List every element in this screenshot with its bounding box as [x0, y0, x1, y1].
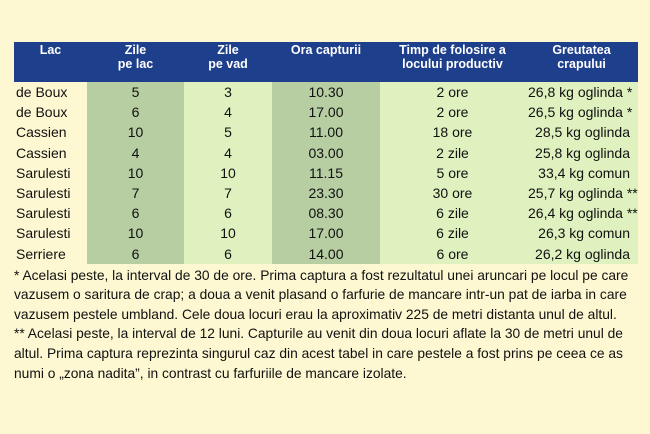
cell-greutate: 26,2 kg oglinda [525, 244, 638, 264]
cell-timp-folosire: 2 ore [380, 82, 525, 102]
cell-zile-pe-vad: 6 [184, 244, 272, 264]
cell-ora-capturii: 17.00 [272, 102, 380, 122]
cell-zile-pe-lac: 7 [87, 183, 184, 203]
cell-lac: de Boux [14, 102, 87, 122]
table-row [14, 102, 638, 122]
cell-ora-capturii: 11.00 [272, 122, 380, 142]
cell-greutate: 26,8 kg oglinda * [525, 82, 638, 102]
table-row [14, 122, 638, 142]
cell-timp-folosire: 6 zile [380, 203, 525, 223]
cell-ora-capturii: 14.00 [272, 244, 380, 264]
cell-timp-folosire: 18 ore [380, 122, 525, 142]
table-header-row [14, 42, 638, 82]
cell-zile-pe-vad: 4 [184, 143, 272, 163]
cell-zile-pe-lac: 6 [87, 102, 184, 122]
cell-ora-capturii: 03.00 [272, 143, 380, 163]
cell-lac: Serriere [14, 244, 87, 264]
cell-zile-pe-lac: 6 [87, 203, 184, 223]
cell-timp-folosire: 2 ore [380, 102, 525, 122]
header-lac: Lac [14, 42, 87, 82]
cell-zile-pe-vad: 4 [184, 102, 272, 122]
cell-timp-folosire: 30 ore [380, 183, 525, 203]
cell-lac: Sarulesti [14, 223, 87, 243]
cell-ora-capturii: 10.30 [272, 82, 380, 102]
cell-zile-pe-lac: 10 [87, 122, 184, 142]
cell-zile-pe-vad: 10 [184, 223, 272, 243]
header-greutatea-crapului: Greutatea crapului [525, 42, 638, 82]
table-row [14, 143, 638, 163]
cell-lac: Sarulesti [14, 183, 87, 203]
cell-timp-folosire: 6 ore [380, 244, 525, 264]
table-row [14, 183, 638, 203]
cell-zile-pe-vad: 5 [184, 122, 272, 142]
cell-lac: Sarulesti [14, 203, 87, 223]
cell-greutate: 33,4 kg comun [525, 163, 638, 183]
cell-zile-pe-vad: 7 [184, 183, 272, 203]
cell-zile-pe-lac: 10 [87, 163, 184, 183]
header-zile-pe-vad: Zile pe vad [184, 42, 272, 82]
cell-lac: Cassien [14, 143, 87, 163]
cell-timp-folosire: 5 ore [380, 163, 525, 183]
cell-ora-capturii: 17.00 [272, 223, 380, 243]
header-zile-pe-lac: Zile pe lac [87, 42, 184, 82]
footnote-double-asterisk: ** Acelasi peste, la interval de 12 luni. Capturile au venit din doua locuri aflate la 30 de metri unul de altul. Prima captura reprezinta singurul caz din acest tabel in care pestele a fost prins pe ceea ce as numi o „zona nadita”, in contrast cu farfuriile de mancare izolate. [14, 326, 623, 381]
header-ora-capturii: Ora capturii [272, 42, 380, 82]
carp-catch-table [14, 42, 638, 264]
cell-greutate: 28,5 kg oglinda [525, 122, 638, 142]
cell-zile-pe-lac: 5 [87, 82, 184, 102]
cell-greutate: 26,4 kg oglinda ** [525, 203, 638, 223]
cell-timp-folosire: 2 zile [380, 143, 525, 163]
footnote-single-asterisk: * Acelasi peste, la interval de 30 de ore. Prima captura a fost rezultatul unei aruncari pe locul pe care vazusem o saritura de crap; a doua a venit plasand o farfurie de mancare intr-un pat de iarba in care vazusem pestele umbland. Cele doua locuri erau la aproximativ 225 de metri distanta unul de altul. [14, 267, 629, 322]
cell-zile-pe-lac: 10 [87, 223, 184, 243]
cell-zile-pe-vad: 6 [184, 203, 272, 223]
document-sheet [14, 42, 638, 383]
table-row [14, 203, 638, 223]
cell-lac: de Boux [14, 82, 87, 102]
table-row [14, 223, 638, 243]
header-timp-de-folosire: Timp de folosire a locului productiv [380, 42, 525, 82]
cell-ora-capturii: 08.30 [272, 203, 380, 223]
footnotes [14, 266, 644, 384]
cell-greutate: 25,8 kg oglinda [525, 143, 638, 163]
cell-zile-pe-vad: 3 [184, 82, 272, 102]
cell-greutate: 26,3 kg comun [525, 223, 638, 243]
table-row [14, 163, 638, 183]
table-row [14, 82, 638, 102]
cell-zile-pe-lac: 4 [87, 143, 184, 163]
cell-ora-capturii: 11.15 [272, 163, 380, 183]
cell-lac: Cassien [14, 122, 87, 142]
cell-greutate: 26,5 kg oglinda * [525, 102, 638, 122]
cell-zile-pe-vad: 10 [184, 163, 272, 183]
cell-greutate: 25,7 kg oglinda ** [525, 183, 638, 203]
cell-lac: Sarulesti [14, 163, 87, 183]
table-row [14, 244, 638, 264]
cell-ora-capturii: 23.30 [272, 183, 380, 203]
cell-zile-pe-lac: 6 [87, 244, 184, 264]
cell-timp-folosire: 6 zile [380, 223, 525, 243]
